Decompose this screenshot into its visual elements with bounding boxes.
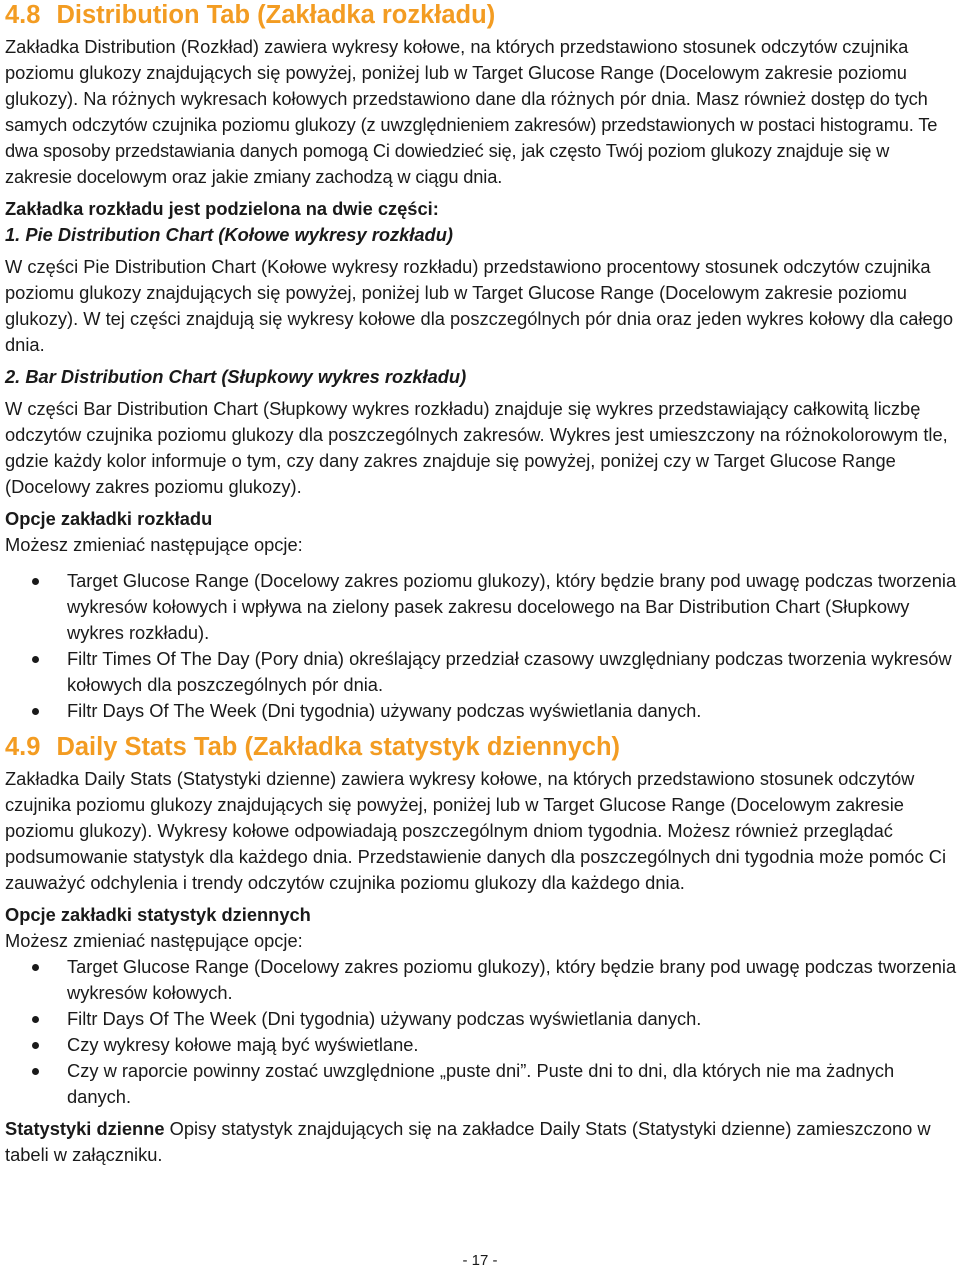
bullet-icon xyxy=(32,708,39,715)
bullet-icon xyxy=(32,964,39,971)
part1-paragraph: W części Pie Distribution Chart (Kołowe wykresy rozkładu) przedstawiono procentowy stosunek odczytów czujnika poziomu glukozy znajdujących się powyżej, poniżej lub w Target Glucose Range (Docelowym zakresie poziomu glukozy). W tej części znajdują się wykresy kołowe dla poszczególnych pór dnia oraz jeden wykres kołowy dla całego dnia. xyxy=(5,256,954,355)
option-text: Filtr Days Of The Week (Dni tygodnia) używany podczas wyświetlania danych. xyxy=(67,1008,702,1029)
list-item xyxy=(5,1032,957,1058)
distribution-histogram-sentence: Masz również dostęp do tych samych odczytów czujnika poziomu glukozy (z uwzględnieniem zakresów) przedstawionych w postaci histogramu. Te dwa sposoby przedstawiania danych pomogą Ci dowiedzieć się, jak często Twój poziom glukozy znajduje się w zakresie docelowym oraz jakie zmiany zachodzą w ciągu dnia. xyxy=(5,88,938,187)
list-item xyxy=(5,568,957,646)
daily-stats-options-list xyxy=(5,954,957,1110)
part2-heading: 2. Bar Distribution Chart (Słupkowy wykres rozkładu) xyxy=(5,366,467,387)
section-heading-4-8 xyxy=(5,0,957,30)
section-heading-4-9 xyxy=(5,732,957,762)
bullet-icon xyxy=(32,656,39,663)
distribution-options-heading: Opcje zakładki rozkładu xyxy=(5,508,213,529)
bullet-icon xyxy=(32,1042,39,1049)
section-title: Distribution Tab (Zakładka rozkładu) xyxy=(56,1,496,29)
distribution-options-list xyxy=(5,568,957,724)
page-content xyxy=(5,0,957,1168)
daily-stats-options-heading: Opcje zakładki statystyk dziennych xyxy=(5,904,311,925)
list-item xyxy=(5,954,957,1006)
closing-label: Statystyki dzienne xyxy=(5,1118,165,1139)
bullet-icon xyxy=(32,578,39,585)
list-item xyxy=(5,1058,957,1110)
option-text: Filtr Times Of The Day (Pory dnia) określający przedział czasowy uwzględniany podczas tworzenia wykresów kołowych dla poszczególnych pór dnia. xyxy=(67,648,952,695)
closing-text: Opisy statystyk znajdujących się na zakładce Daily Stats (Statystyki dzienne) zamieszczono w tabeli w załączniku. xyxy=(5,1118,931,1165)
part2-paragraph: W części Bar Distribution Chart (Słupkowy wykres rozkładu) znajduje się wykres przedstawiający całkowitą liczbę odczytów czujnika poziomu glukozy dla poszczególnych zakresów. Wykres jest umieszczony na różnokolorowym tle, gdzie każdy kolor informuje o tym, czy dany zakres znajduje się powyżej, poniżej czy w Target Glucose Range (Docelowy zakres poziomu glukozy). xyxy=(5,398,948,497)
option-text: Target Glucose Range (Docelowy zakres poziomu glukozy), który będzie brany pod uwagę podczas tworzenia wykresów kołowych i wpływa na zielony pasek zakresu docelowego na Bar Distribution Chart (Słupkowy wykres rozkładu). xyxy=(67,570,957,643)
option-text: Czy wykresy kołowe mają być wyświetlane. xyxy=(67,1034,419,1055)
option-text: Filtr Days Of The Week (Dni tygodnia) używany podczas wyświetlania danych. xyxy=(67,700,702,721)
section-number: 4.8 xyxy=(5,1,41,29)
distribution-intro-paragraph xyxy=(5,34,957,190)
bullet-icon xyxy=(32,1068,39,1075)
section-number: 4.9 xyxy=(5,733,41,761)
bullet-icon xyxy=(32,1016,39,1023)
part1-heading: 1. Pie Distribution Chart (Kołowe wykresy rozkładu) xyxy=(5,224,453,245)
parts-heading: Zakładka rozkładu jest podzielona na dwie części: xyxy=(5,198,439,219)
distribution-options-intro: Możesz zmieniać następujące opcje: xyxy=(5,534,303,555)
section-title: Daily Stats Tab (Zakładka statystyk dziennych) xyxy=(56,733,621,761)
list-item xyxy=(5,646,957,698)
option-text: Target Glucose Range (Docelowy zakres poziomu glukozy), który będzie brany pod uwagę podczas tworzenia wykresów kołowych. xyxy=(67,956,957,1003)
daily-stats-intro-paragraph: Zakładka Daily Stats (Statystyki dzienne) zawiera wykresy kołowe, na których przedstawiono stosunek odczytów czujnika poziomu glukozy znajdujących się powyżej, poniżej lub w Target Glucose Range (Docelowym zakresie poziomu glukozy). Wykresy kołowe odpowiadają poszczególnym dniom tygodnia. Możesz również przeglądać podsumowanie statystyk dla każdego dnia. Przedstawienie danych dla poszczególnych dni tygodnia może pomóc Ci zauważyć odchylenia i trendy odczytów czujnika poziomu glukozy dla każdego dnia. xyxy=(5,768,947,893)
list-item xyxy=(5,698,957,724)
option-text: Czy w raporcie powinny zostać uwzględnione „puste dni”. Puste dni to dni, dla których nie ma żadnych danych. xyxy=(67,1060,895,1107)
daily-stats-options-intro: Możesz zmieniać następujące opcje: xyxy=(5,930,303,951)
distribution-intro-sentence: Zakładka Distribution (Rozkład) zawiera wykresy kołowe, na których przedstawiono stosunek odczytów czujnika poziomu glukozy znajdujących się powyżej, poniżej lub w Target Glucose Range (Docelowym zakresie poziomu glukozy). Na różnych wykresach kołowych przedstawiono dane dla różnych pór dnia. xyxy=(5,36,909,109)
page-number: - 17 - xyxy=(462,1252,498,1269)
daily-stats-closing-paragraph xyxy=(5,1116,957,1168)
list-item xyxy=(5,1006,957,1032)
